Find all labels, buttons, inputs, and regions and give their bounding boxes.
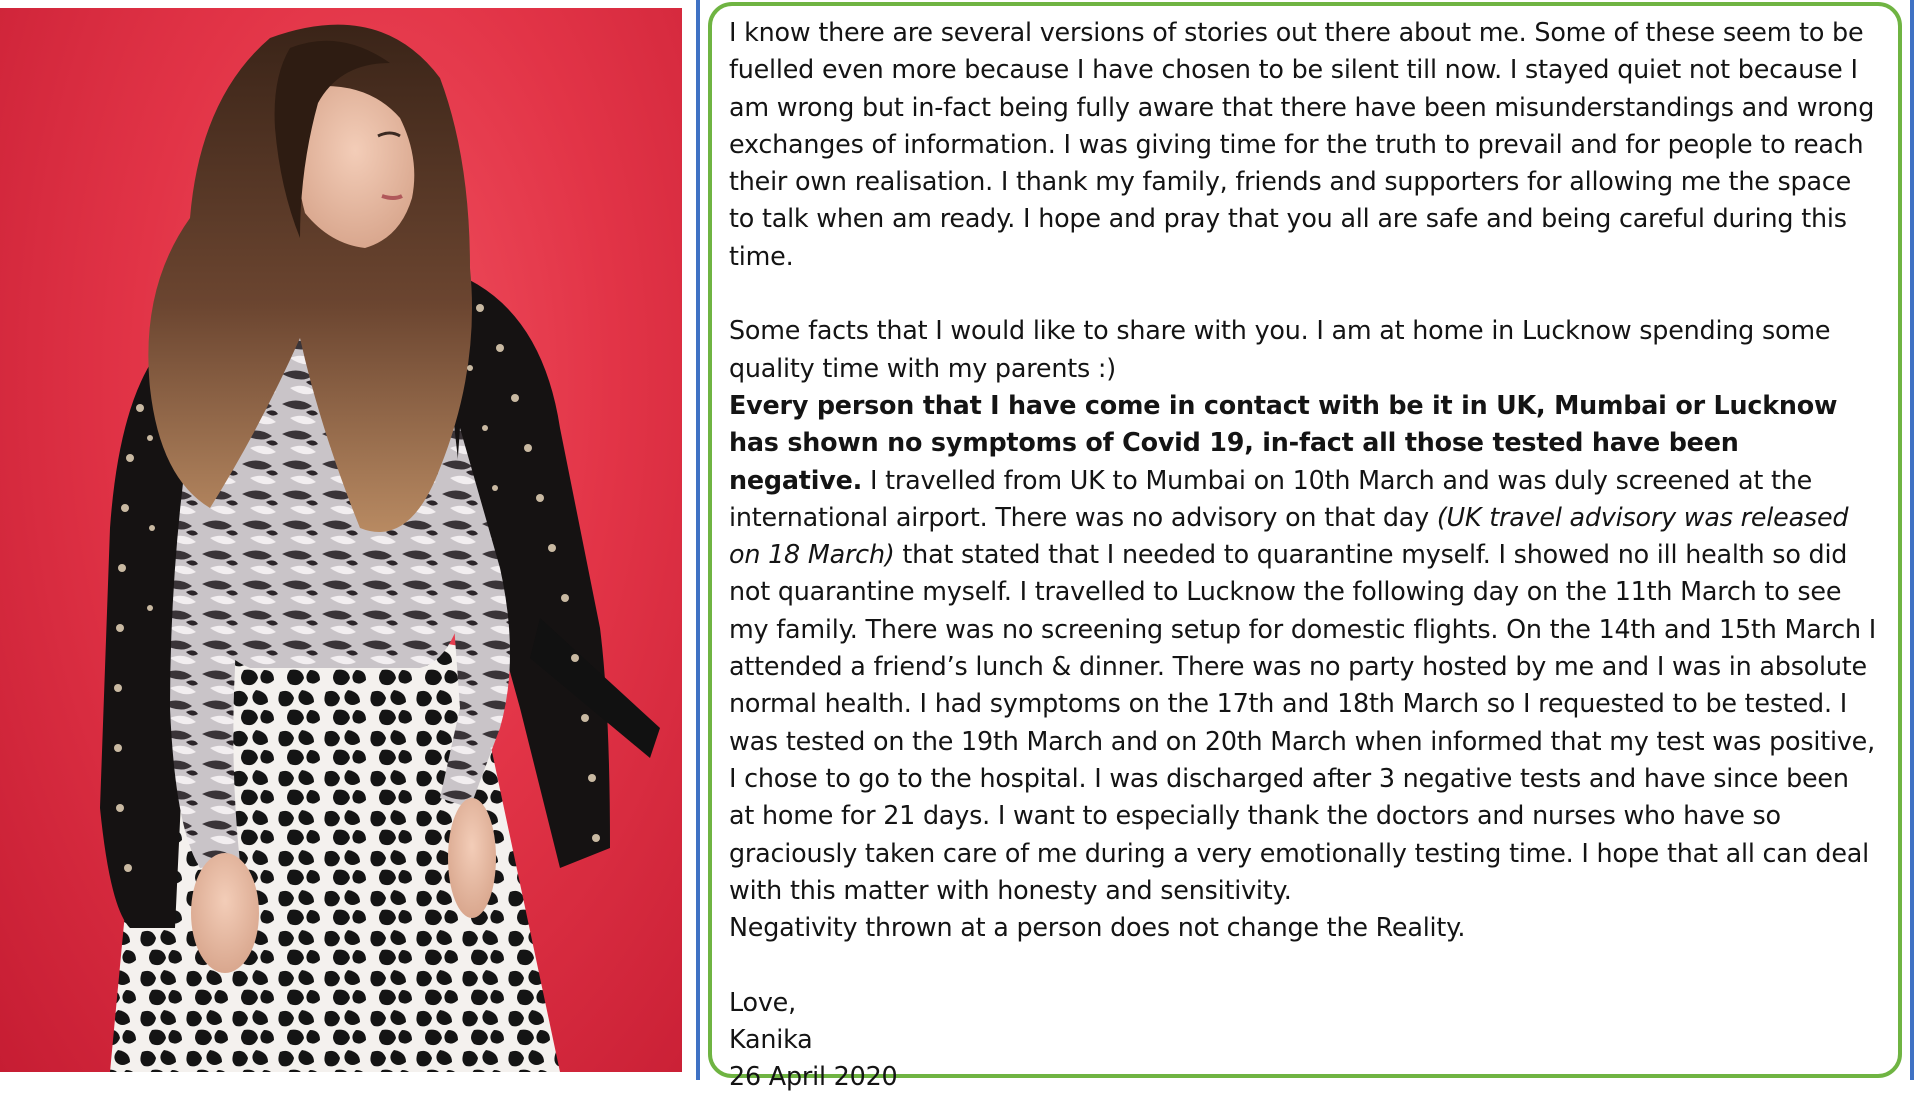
paragraph-gap [729,275,1879,312]
paragraph-gap [729,946,1879,983]
letter-signature-name: Kanika [729,1024,813,1055]
letter-body [729,14,1879,1096]
portrait-illustration [0,8,682,1072]
letter-paragraph-4: Negativity thrown at a person does not change the Reality. [729,912,1466,943]
letter-signoff: Love, [729,986,796,1017]
letter-panel [692,0,1920,1092]
paragraph-3-text-a: I travelled from UK to Mumbai on 10th March and was duly screened at the international airport. There was no advisory on that day [729,464,1813,532]
letter-date: 26 April 2020 [729,1061,898,1092]
letter-paragraph-2: Some facts that I would like to share with you. I am at home in Lucknow spending some quality time with my parents :) [729,315,1831,383]
paragraph-3-text-b: that stated that I needed to quarantine myself. I showed no ill health so did not quarantine myself. I travelled to Lucknow the following day on the 11th March to see my family. There was no screening setup for domestic flights. On the 14th and 15th March I attended a friend’s lunch & dinner. There was no party hosted by me and I was in absolute normal health. I had symptoms on the 17th and 18th March so I requested to be tested. I was tested on the 19th March and on 20th March when informed that my test was positive, I chose to go to the hospital. I was discharged after 3 negative tests and have since been at home for 21 days. I want to especially thank the doctors and nurses who have so graciously taken care of me during a very emotionally testing time. I hope that all can deal with this matter with honesty and sensitivity. [729,539,1877,905]
letter-paragraph-3 [729,387,1879,909]
letter-paragraph-1: I know there are several versions of stories out there about me. Some of these seem to be fuelled even more because I have chosen to be silent till now. I stayed quiet not because I am wrong but in-fact being fully aware that there have been misunderstandings and wrong exchanges of information. I was giving time for the truth to prevail and for people to reach their own realisation. I thank my family, friends and supporters for allowing me the space to talk when am ready. I hope and pray that you all are safe and being careful during this time. [729,17,1875,271]
right-hand [448,798,496,918]
portrait-photo [0,8,682,1072]
left-hand [191,853,259,973]
italic-advisory-note: (UK travel advisory was released on 18 March) [729,501,1849,570]
bold-statement: Every person that I have come in contact with be it in UK, Mumbai or Lucknow has shown no symptoms of Covid 19, in-fact all those tested have been negative. [729,389,1838,495]
